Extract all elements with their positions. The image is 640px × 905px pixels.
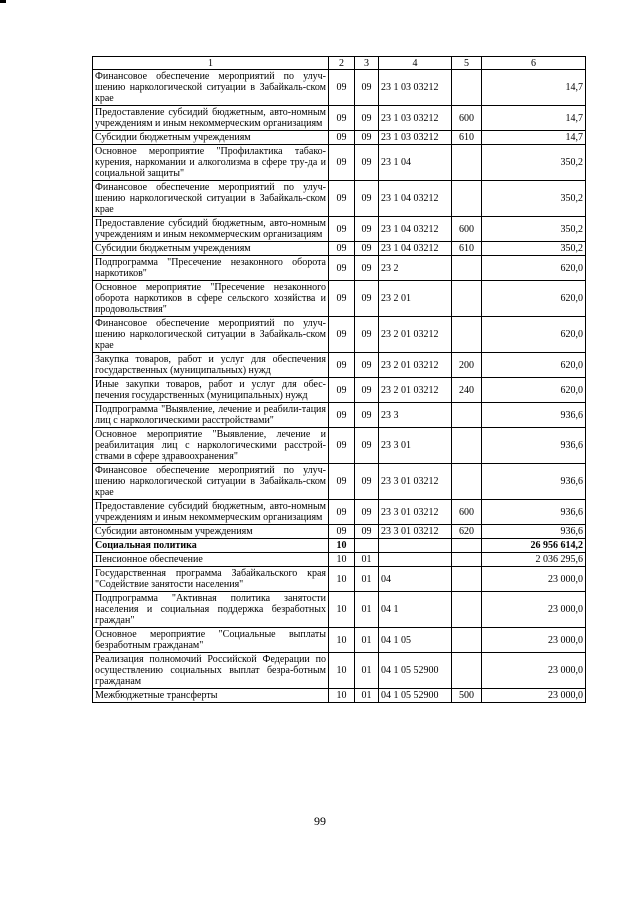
table-row xyxy=(93,539,586,553)
item-name-cell: Межбюджетные трансферты xyxy=(93,689,329,703)
section-code-cell: 09 xyxy=(329,145,355,181)
table-row xyxy=(93,464,586,500)
subsection-code-cell: 09 xyxy=(355,353,379,378)
page-number: 99 xyxy=(314,814,326,828)
target-article-cell: 23 1 04 03212 xyxy=(379,181,452,217)
expense-type-cell: 240 xyxy=(452,378,482,403)
item-name-cell: Подпрограмма "Активная политика занятости населения и социальная поддержка безработных граждан" xyxy=(93,592,329,628)
expense-type-cell xyxy=(452,317,482,353)
amount-cell: 23 000,0 xyxy=(482,628,586,653)
expense-type-cell: 610 xyxy=(452,242,482,256)
budget-table xyxy=(92,56,586,703)
target-article-cell xyxy=(379,553,452,567)
section-code-cell: 09 xyxy=(329,403,355,428)
section-code-cell: 10 xyxy=(329,567,355,592)
section-code-cell: 09 xyxy=(329,131,355,145)
item-name-cell: Финансовое обеспечение мероприятий по улуч-шению наркологической ситуации в Забайкаль-ском крае xyxy=(93,181,329,217)
expense-type-cell xyxy=(452,628,482,653)
item-name-cell: Субсидии бюджетным учреждениям xyxy=(93,242,329,256)
section-code-cell: 09 xyxy=(329,281,355,317)
table-row xyxy=(93,70,586,106)
target-article-cell: 23 3 xyxy=(379,403,452,428)
table-row xyxy=(93,500,586,525)
subsection-code-cell: 09 xyxy=(355,464,379,500)
table-row xyxy=(93,653,586,689)
table-header-row xyxy=(93,57,586,70)
target-article-cell: 23 3 01 xyxy=(379,428,452,464)
amount-cell: 23 000,0 xyxy=(482,689,586,703)
subsection-code-cell: 09 xyxy=(355,256,379,281)
item-name-cell: Иные закупки товаров, работ и услуг для обес-печения государственных (муниципальных) нужд xyxy=(93,378,329,403)
subsection-code-cell: 09 xyxy=(355,525,379,539)
amount-cell: 620,0 xyxy=(482,256,586,281)
scan-mark xyxy=(0,0,6,3)
expense-type-cell xyxy=(452,181,482,217)
item-name-cell: Субсидии автономным учреждениям xyxy=(93,525,329,539)
item-name-cell: Финансовое обеспечение мероприятий по улуч-шению наркологической ситуации в Забайкаль-ском крае xyxy=(93,317,329,353)
target-article-cell: 23 3 01 03212 xyxy=(379,464,452,500)
expense-type-cell: 200 xyxy=(452,353,482,378)
expense-type-cell xyxy=(452,403,482,428)
table-row xyxy=(93,689,586,703)
subsection-code-cell: 09 xyxy=(355,217,379,242)
subsection-code-cell: 09 xyxy=(355,500,379,525)
expense-type-cell xyxy=(452,281,482,317)
item-name-cell: Пенсионное обеспечение xyxy=(93,553,329,567)
amount-cell: 23 000,0 xyxy=(482,567,586,592)
table-row xyxy=(93,145,586,181)
section-code-cell: 09 xyxy=(329,353,355,378)
amount-cell: 350,2 xyxy=(482,181,586,217)
item-name-cell: Финансовое обеспечение мероприятий по улуч-шению наркологической ситуации в Забайкаль-ском крае xyxy=(93,70,329,106)
amount-cell: 26 956 614,2 xyxy=(482,539,586,553)
subsection-code-cell: 09 xyxy=(355,403,379,428)
subsection-code-cell: 09 xyxy=(355,131,379,145)
section-code-cell: 09 xyxy=(329,256,355,281)
expense-type-cell xyxy=(452,567,482,592)
section-code-cell: 10 xyxy=(329,553,355,567)
item-name-cell: Основное мероприятие "Пресечение незаконного оборота наркотиков в сфере сельского хозяйства и продовольствия" xyxy=(93,281,329,317)
amount-cell: 350,2 xyxy=(482,145,586,181)
section-code-cell: 09 xyxy=(329,428,355,464)
target-article-cell: 23 1 04 03212 xyxy=(379,242,452,256)
section-code-cell: 09 xyxy=(329,70,355,106)
section-code-cell: 09 xyxy=(329,500,355,525)
table-row xyxy=(93,553,586,567)
amount-cell: 936,6 xyxy=(482,500,586,525)
expense-type-cell xyxy=(452,539,482,553)
target-article-cell: 04 xyxy=(379,567,452,592)
target-article-cell: 23 1 03 03212 xyxy=(379,131,452,145)
table-row xyxy=(93,353,586,378)
subsection-code-cell: 09 xyxy=(355,106,379,131)
item-name-cell: Основное мероприятие "Социальные выплаты безработным гражданам" xyxy=(93,628,329,653)
amount-cell: 350,2 xyxy=(482,217,586,242)
expense-type-cell xyxy=(452,553,482,567)
amount-cell: 936,6 xyxy=(482,428,586,464)
item-name-cell: Основное мероприятие "Профилактика табако-курения, наркомании и алкоголизма в сфере тру-да и социальной защиты" xyxy=(93,145,329,181)
amount-cell: 620,0 xyxy=(482,378,586,403)
subsection-code-cell: 09 xyxy=(355,181,379,217)
section-code-cell: 09 xyxy=(329,106,355,131)
table-row xyxy=(93,106,586,131)
expense-type-cell: 610 xyxy=(452,131,482,145)
table-row xyxy=(93,428,586,464)
amount-cell: 620,0 xyxy=(482,317,586,353)
section-code-cell: 10 xyxy=(329,653,355,689)
section-code-cell: 10 xyxy=(329,628,355,653)
section-code-cell: 09 xyxy=(329,317,355,353)
amount-cell: 620,0 xyxy=(482,353,586,378)
table-row xyxy=(93,242,586,256)
item-name-cell: Реализация полномочий Российской Федерации по осуществлению социальных выплат безра-ботным гражданам xyxy=(93,653,329,689)
amount-cell: 350,2 xyxy=(482,242,586,256)
section-code-cell: 10 xyxy=(329,592,355,628)
target-article-cell: 23 1 04 03212 xyxy=(379,217,452,242)
item-name-cell: Подпрограмма "Выявление, лечение и реабили-тация лиц с наркологическими расстройствами" xyxy=(93,403,329,428)
amount-cell: 23 000,0 xyxy=(482,653,586,689)
subsection-code-cell: 09 xyxy=(355,378,379,403)
amount-cell: 936,6 xyxy=(482,525,586,539)
subsection-code-cell: 01 xyxy=(355,689,379,703)
table-row xyxy=(93,181,586,217)
item-name-cell: Закупка товаров, работ и услуг для обеспечения государственных (муниципальных) нужд xyxy=(93,353,329,378)
table-row xyxy=(93,256,586,281)
section-code-cell: 09 xyxy=(329,242,355,256)
item-name-cell: Предоставление субсидий бюджетным, авто-номным учреждениям и иным некоммерческим организациям xyxy=(93,217,329,242)
target-article-cell: 23 1 03 03212 xyxy=(379,70,452,106)
subsection-code-cell: 01 xyxy=(355,653,379,689)
section-code-cell: 09 xyxy=(329,181,355,217)
target-article-cell: 04 1 05 xyxy=(379,628,452,653)
expense-type-cell xyxy=(452,428,482,464)
subsection-code-cell: 09 xyxy=(355,281,379,317)
expense-type-cell xyxy=(452,145,482,181)
target-article-cell: 04 1 05 52900 xyxy=(379,689,452,703)
table-row xyxy=(93,592,586,628)
amount-cell: 2 036 295,6 xyxy=(482,553,586,567)
target-article-cell: 04 1 xyxy=(379,592,452,628)
expense-type-cell xyxy=(452,70,482,106)
table-row xyxy=(93,567,586,592)
amount-cell: 14,7 xyxy=(482,106,586,131)
subsection-code-cell: 01 xyxy=(355,567,379,592)
item-name-cell: Субсидии бюджетным учреждениям xyxy=(93,131,329,145)
table-row xyxy=(93,525,586,539)
target-article-cell: 23 1 03 03212 xyxy=(379,106,452,131)
header-cell: 5 xyxy=(452,57,482,70)
table-row xyxy=(93,317,586,353)
table-row xyxy=(93,628,586,653)
target-article-cell: 23 2 01 03212 xyxy=(379,317,452,353)
item-name-cell: Основное мероприятие "Выявление, лечение и реабилитация лиц с наркологическими расстрой-ствами в сфере здравоохранения" xyxy=(93,428,329,464)
expense-type-cell xyxy=(452,256,482,281)
header-cell: 3 xyxy=(355,57,379,70)
target-article-cell: 23 2 01 xyxy=(379,281,452,317)
header-cell: 4 xyxy=(379,57,452,70)
expense-type-cell: 600 xyxy=(452,217,482,242)
section-code-cell: 10 xyxy=(329,539,355,553)
expense-type-cell xyxy=(452,653,482,689)
subsection-code-cell xyxy=(355,539,379,553)
table-row xyxy=(93,378,586,403)
subsection-code-cell: 01 xyxy=(355,628,379,653)
amount-cell: 14,7 xyxy=(482,131,586,145)
table-row xyxy=(93,217,586,242)
subsection-code-cell: 09 xyxy=(355,317,379,353)
section-code-cell: 09 xyxy=(329,217,355,242)
expense-type-cell: 600 xyxy=(452,500,482,525)
item-name-cell: Государственная программа Забайкальского края "Содействие занятости населения" xyxy=(93,567,329,592)
subsection-code-cell: 09 xyxy=(355,242,379,256)
amount-cell: 936,6 xyxy=(482,464,586,500)
expense-type-cell: 600 xyxy=(452,106,482,131)
item-name-cell: Предоставление субсидий бюджетным, авто-номным учреждениям и иным некоммерческим организациям xyxy=(93,106,329,131)
item-name-cell: Финансовое обеспечение мероприятий по улуч-шению наркологической ситуации в Забайкаль-ском крае xyxy=(93,464,329,500)
subsection-code-cell: 09 xyxy=(355,428,379,464)
target-article-cell: 23 2 xyxy=(379,256,452,281)
section-code-cell: 09 xyxy=(329,525,355,539)
section-code-cell: 10 xyxy=(329,689,355,703)
target-article-cell: 23 1 04 xyxy=(379,145,452,181)
amount-cell: 620,0 xyxy=(482,281,586,317)
header-cell: 1 xyxy=(93,57,329,70)
section-code-cell: 09 xyxy=(329,464,355,500)
table-row xyxy=(93,281,586,317)
amount-cell: 23 000,0 xyxy=(482,592,586,628)
header-cell: 2 xyxy=(329,57,355,70)
subsection-code-cell: 09 xyxy=(355,145,379,181)
target-article-cell: 23 2 01 03212 xyxy=(379,353,452,378)
target-article-cell: 23 2 01 03212 xyxy=(379,378,452,403)
target-article-cell xyxy=(379,539,452,553)
expense-type-cell: 500 xyxy=(452,689,482,703)
subsection-code-cell: 09 xyxy=(355,70,379,106)
item-name-cell: Социальная политика xyxy=(93,539,329,553)
table-row xyxy=(93,403,586,428)
expense-type-cell xyxy=(452,464,482,500)
target-article-cell: 23 3 01 03212 xyxy=(379,525,452,539)
item-name-cell: Предоставление субсидий бюджетным, авто-номным учреждениям и иным некоммерческим организациям xyxy=(93,500,329,525)
amount-cell: 14,7 xyxy=(482,70,586,106)
expense-type-cell: 620 xyxy=(452,525,482,539)
amount-cell: 936,6 xyxy=(482,403,586,428)
section-code-cell: 09 xyxy=(329,378,355,403)
table-row xyxy=(93,131,586,145)
target-article-cell: 04 1 05 52900 xyxy=(379,653,452,689)
subsection-code-cell: 01 xyxy=(355,592,379,628)
header-cell: 6 xyxy=(482,57,586,70)
subsection-code-cell: 01 xyxy=(355,553,379,567)
target-article-cell: 23 3 01 03212 xyxy=(379,500,452,525)
item-name-cell: Подпрограмма "Пресечение незаконного оборота наркотиков" xyxy=(93,256,329,281)
expense-type-cell xyxy=(452,592,482,628)
